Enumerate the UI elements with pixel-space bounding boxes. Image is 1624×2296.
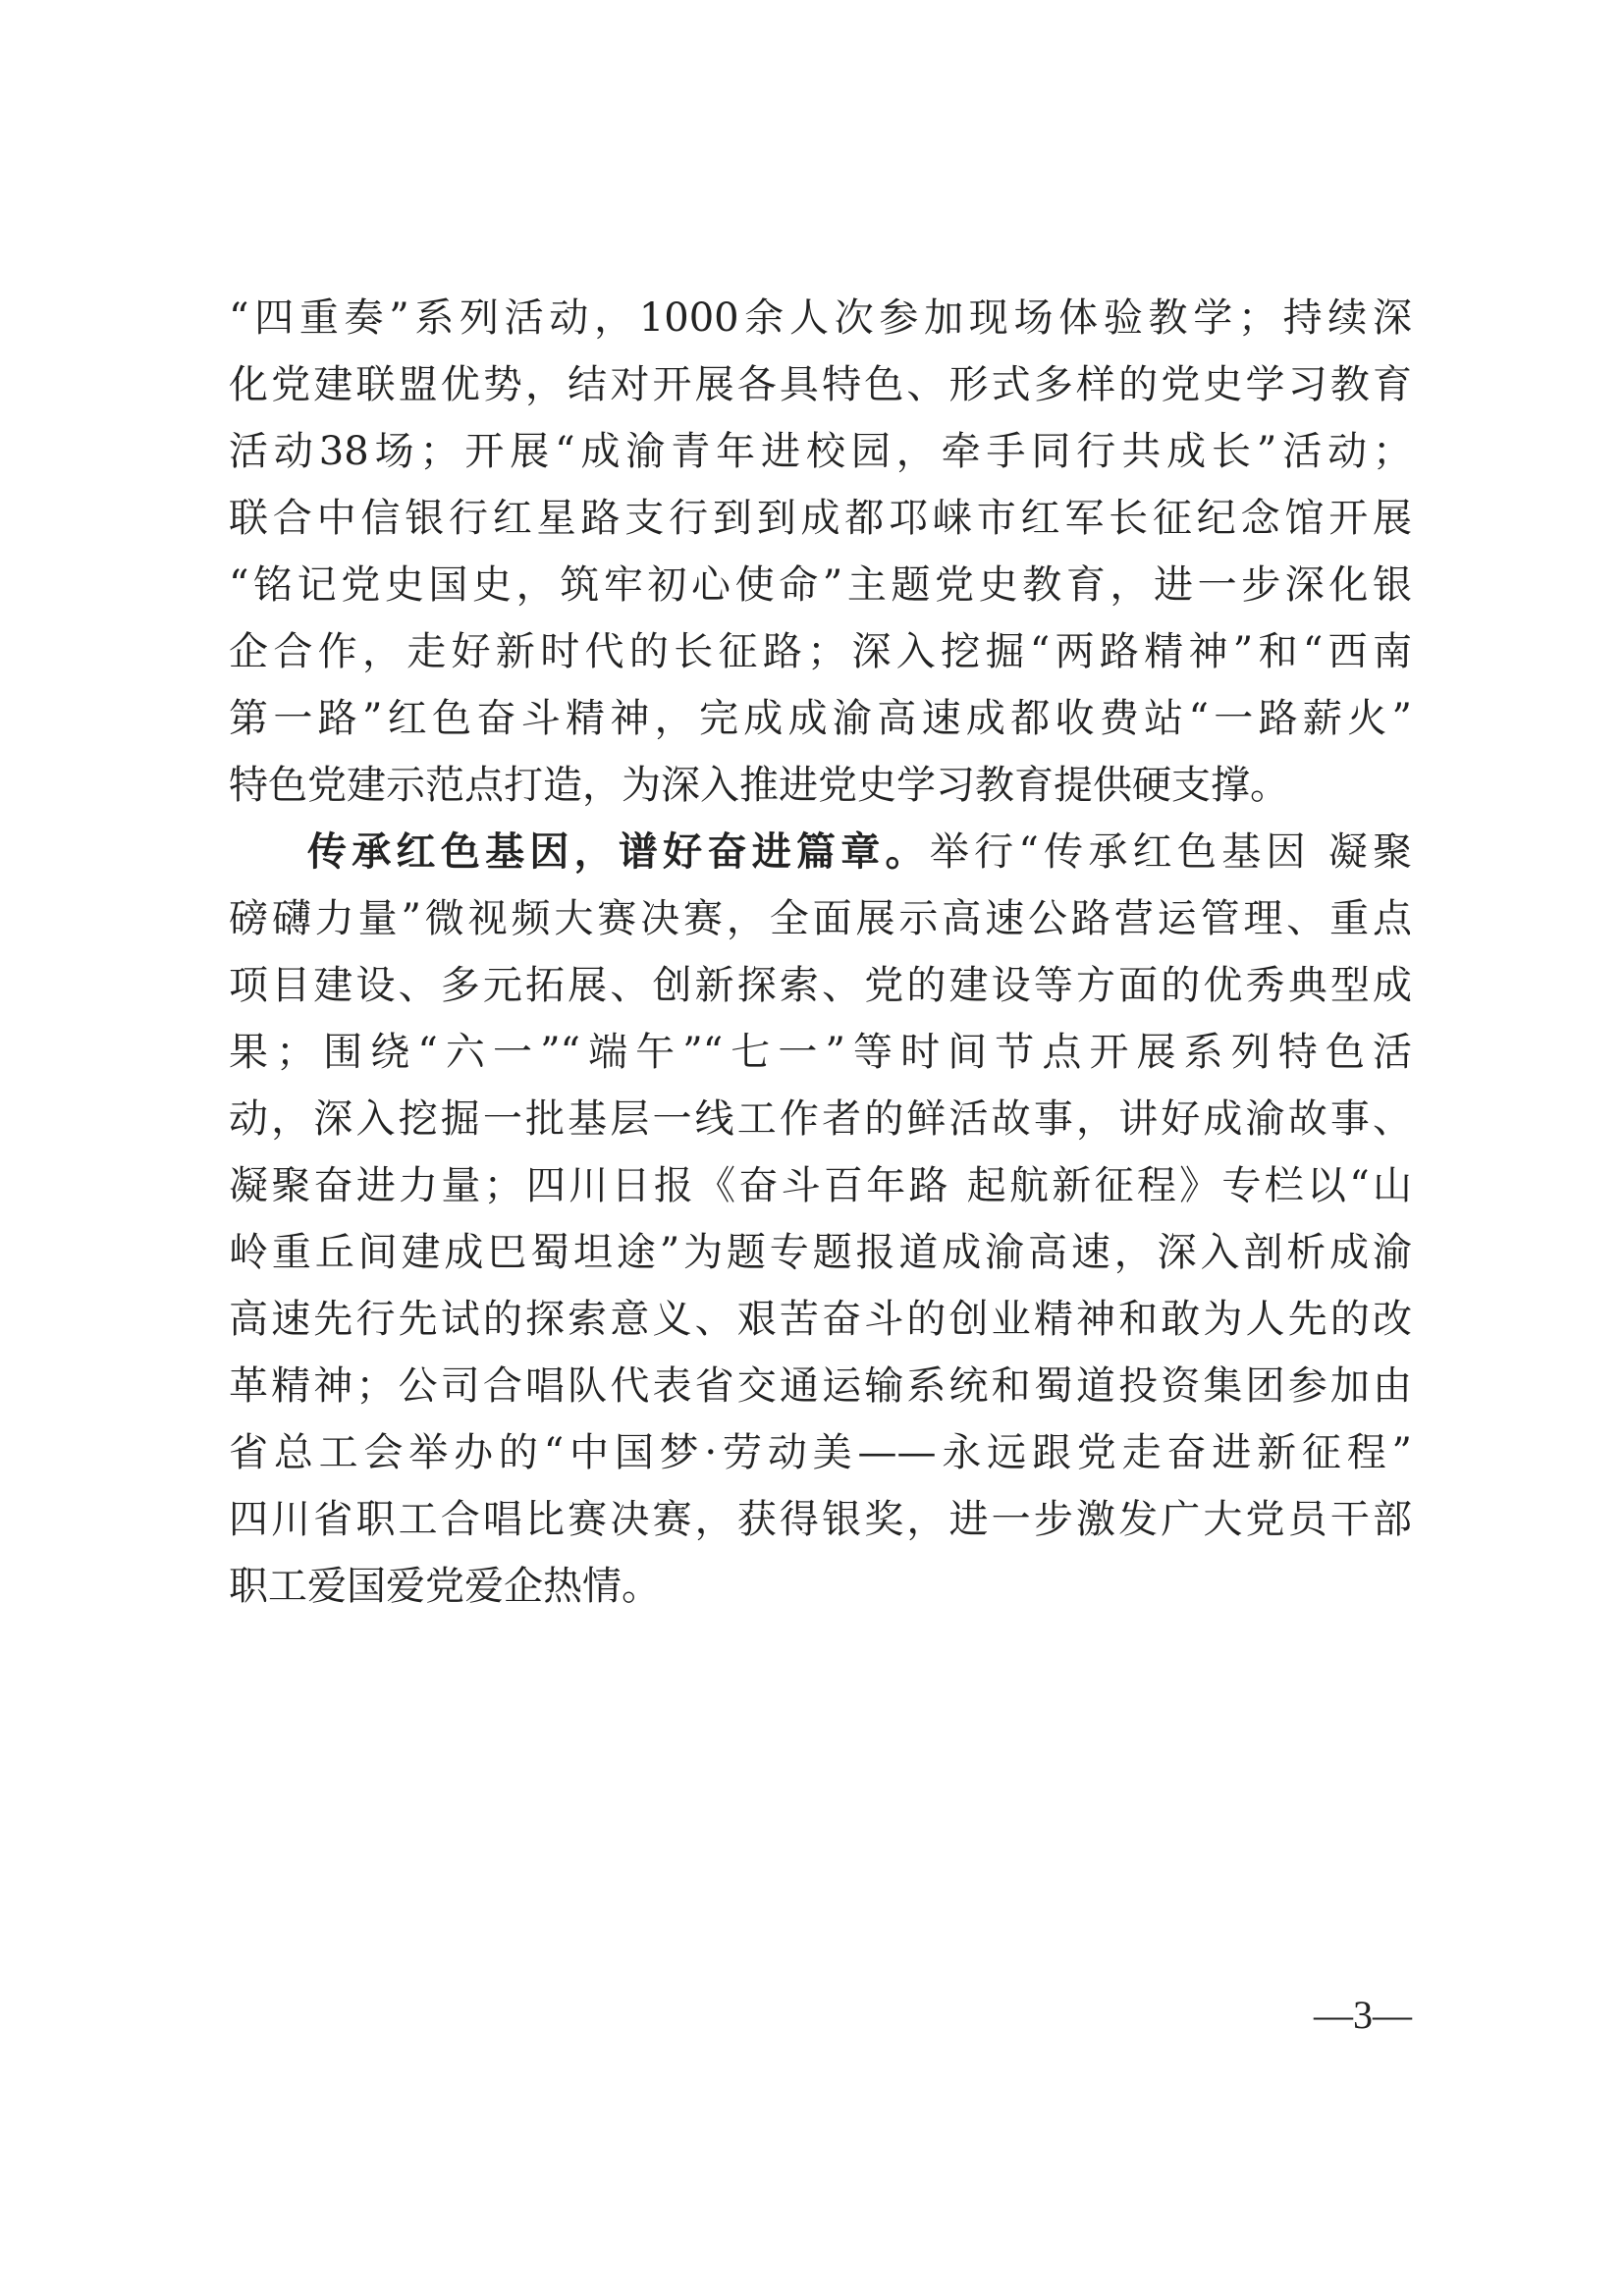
paragraph-1-line-1: “四重奏”系列活动，1000余人次参加现场体验教学；持续深 — [229, 295, 1412, 341]
paragraph-1-line-7: 第一路”红色奋斗精神，完成成渝高速成都收费站“一路薪火” — [229, 696, 1412, 741]
paragraph-1-line-8: 特色党建示范点打造，为深入推进党史学习教育提供硬支撑。 — [229, 763, 1289, 808]
paragraph-1-line-4: 联合中信银行红星路支行到到成都邛崃市红军长征纪念馆开展 — [229, 496, 1412, 541]
paragraph-2-line-3: 项目建设、多元拓展、创新探索、党的建设等方面的优秀典型成 — [229, 963, 1412, 1008]
paragraph-1-line-6: 企合作，走好新时代的长征路；深入挖掘“两路精神”和“西南 — [229, 629, 1412, 674]
paragraph-2-line-10: 省总工会举办的“中国梦·劳动美——永远跟党走奋进新征程” — [229, 1430, 1412, 1475]
paragraph-2-line-2: 磅礴力量”微视频大赛决赛，全面展示高速公路营运管理、重点 — [229, 896, 1412, 941]
paragraph-2-line-12: 职工爱国爱党爱企热情。 — [229, 1564, 661, 1609]
paragraph-1-line-3: 活动38场；开展“成渝青年进校园，牵手同行共成长”活动； — [229, 429, 1412, 474]
paragraph-1-line-5: “铭记党史国史，筑牢初心使命”主题党史教育，进一步深化银 — [229, 562, 1412, 608]
page-number: —3— — [1314, 1993, 1412, 2037]
paragraph-2-line-9: 革精神；公司合唱队代表省交通运输系统和蜀道投资集团参加由 — [229, 1363, 1412, 1409]
paragraph-2-line-7: 岭重丘间建成巴蜀坦途”为题专题报道成渝高速，深入剖析成渝 — [229, 1230, 1412, 1275]
paragraph-2-heading: 传承红色基因，谱好奋进篇章。 — [307, 829, 930, 875]
paragraph-1-line-2: 化党建联盟优势，结对开展各具特色、形式多样的党史学习教育 — [229, 362, 1412, 407]
paragraph-2-line-6: 凝聚奋进力量；四川日报《奋斗百年路 起航新征程》专栏以“山 — [229, 1163, 1412, 1208]
paragraph-2-line-8: 高速先行先试的探索意义、艰苦奋斗的创业精神和敢为人先的改 — [229, 1297, 1412, 1342]
paragraph-2-first-line-text: 举行“传承红色基因 凝聚 — [929, 829, 1412, 875]
paragraph-2-line-11: 四川省职工合唱比赛决赛，获得银奖，进一步激发广大党员干部 — [229, 1497, 1412, 1542]
paragraph-2-line-4: 果；围绕“六一”“端午”“七一”等时间节点开展系列特色活 — [229, 1030, 1412, 1075]
paragraph-2-line-5: 动，深入挖掘一批基层一线工作者的鲜活故事，讲好成渝故事、 — [229, 1096, 1412, 1142]
paragraph-2-line-1 — [307, 827, 1412, 878]
